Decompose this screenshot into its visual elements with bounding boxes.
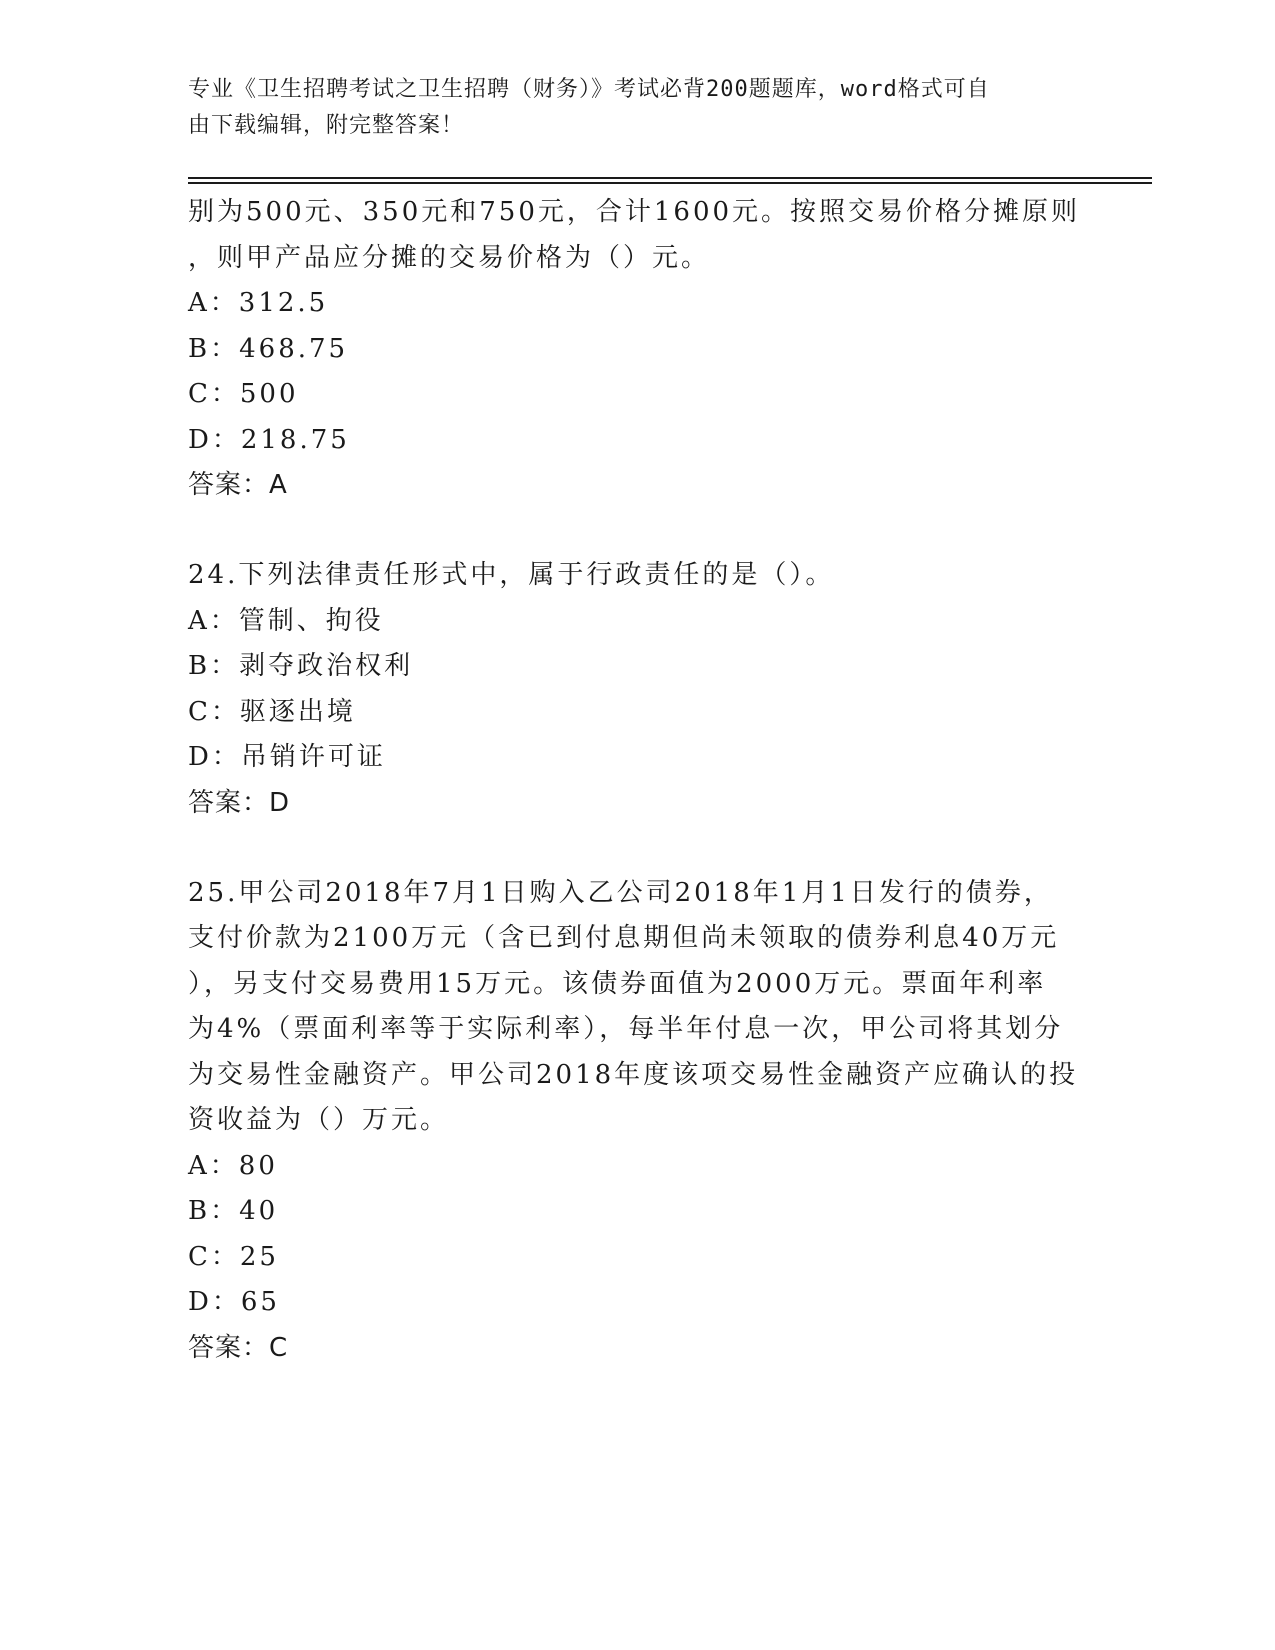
option-b: B：468.75 [188,333,349,364]
question-stem-line: 25.甲公司2018年7月1日购入乙公司2018年1月1日发行的债券， [188,877,1053,908]
answer-line: 答案：D [188,787,291,818]
option-b: B：40 [188,1196,279,1226]
option-c: C：500 [188,379,299,409]
header-line-1: 专业《卫生招聘考试之卫生招聘（财务）》考试必背200题题库，word格式可自 [188,77,990,102]
question-stem-line: 为4%（票面利率等于实际利率），每半年付息一次，甲公司将其划分 [188,1014,1064,1044]
question-23 [188,190,1088,508]
question-spacer [188,826,1088,871]
answer-line: 答案：C [188,1332,289,1363]
question-25 [188,871,1088,1371]
option-c: C：驱逐出境 [188,696,356,727]
document-header [188,72,1088,144]
question-24 [188,553,1088,826]
question-stem-line: ），另支付交易费用15万元。该债券面值为2000万元。票面年利率 [188,968,1047,999]
option-a: A：80 [188,1150,278,1181]
document-body [188,190,1088,1371]
option-a: A：312.5 [188,288,329,318]
header-line-2: 由下载编辑，附完整答案！ [188,113,465,138]
header-divider-top [188,177,1152,179]
option-b: B：剥夺政治权利 [188,651,414,681]
option-c: C：25 [188,1241,279,1272]
question-stem-line: 资收益为（）万元。 [188,1105,450,1135]
question-stem-line: 支付价款为2100万元（含已到付息期但尚未领取的债券利息40万元 [188,923,1060,953]
header-divider-bottom [188,182,1152,184]
question-spacer [188,508,1088,553]
question-stem-line: 为交易性金融资产。甲公司2018年度该项交易性金融资产应确认的投 [188,1059,1079,1090]
option-d: D：吊销许可证 [188,742,386,772]
option-a: A：管制、拘役 [188,605,384,636]
question-stem-line: 别为500元、350元和750元，合计1600元。按照交易价格分摊原则 [188,197,1081,227]
option-d: D：65 [188,1287,280,1317]
option-d: D：218.75 [188,424,350,455]
question-stem-line: 24.下列法律责任形式中，属于行政责任的是（）。 [188,560,835,590]
answer-line: 答案：A [188,470,288,500]
question-stem-line: ，则甲产品应分摊的交易价格为（）元。 [188,242,711,273]
